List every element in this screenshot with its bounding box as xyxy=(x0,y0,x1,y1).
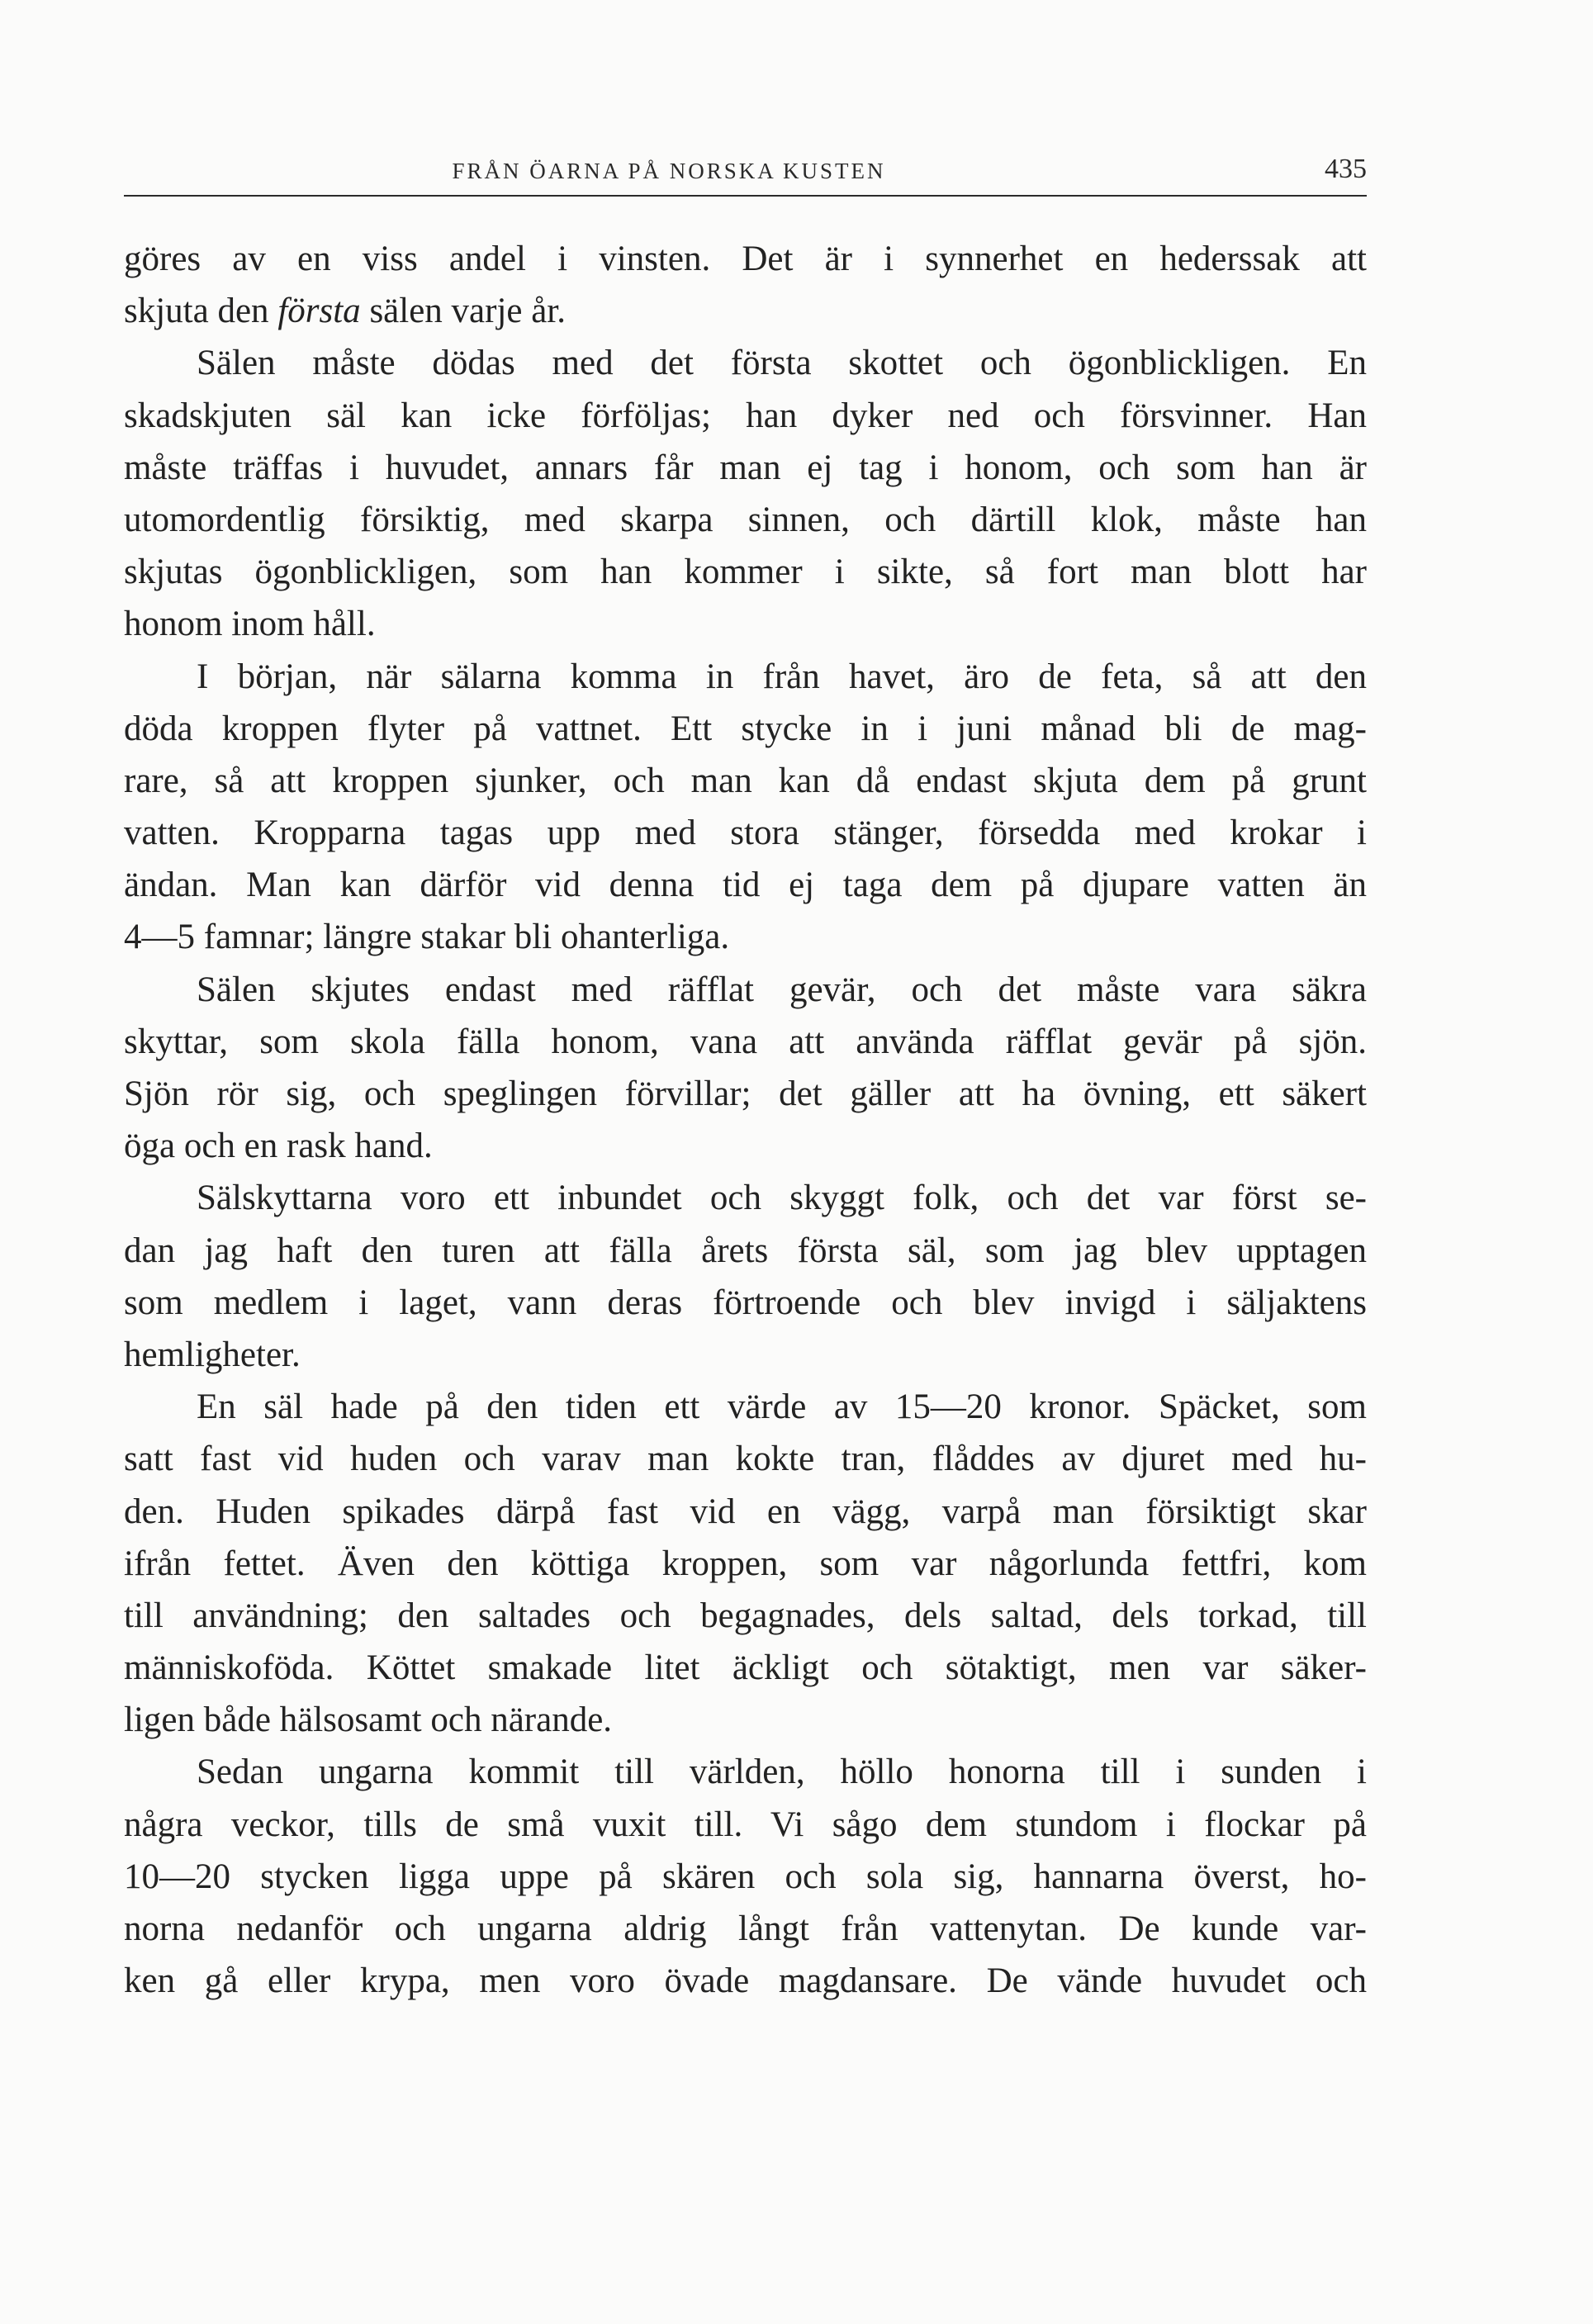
text-line: den. Huden spikades därpå fast vid en vägg, varpå man försiktigt skar xyxy=(124,1492,1367,1531)
text-line: måste träffas i huvudet, annars får man ej tag i honom, och som han är xyxy=(124,448,1367,487)
text-line: norna nedanför och ungarna aldrig långt från vattenytan. De kunde var- xyxy=(124,1909,1367,1948)
text-line: I början, när sälarna komma in från havet, äro de feta, så att den xyxy=(197,657,1367,696)
text-line: Sälen måste dödas med det första skottet och ögonblickligen. En xyxy=(197,344,1367,383)
text-line: rare, så att kroppen sjunker, och man kan då endast skjuta dem på grunt xyxy=(124,761,1367,800)
text-line: döda kroppen flyter på vattnet. Ett stycke in i juni månad bli de mag- xyxy=(124,709,1367,748)
text-fragment: skjuta den xyxy=(124,292,278,331)
text-line: vatten. Kropparna tagas upp med stora stänger, försedda med krokar i xyxy=(124,813,1367,853)
text-line: dan jag haft den turen att fälla årets första säl, som jag blev upptagen xyxy=(124,1231,1367,1270)
text-line: människoföda. Köttet smakade litet äckligt och sötaktigt, men var säker- xyxy=(124,1648,1367,1688)
text-line: utomordentlig försiktig, med skarpa sinnen, och därtill klok, måste han xyxy=(124,500,1367,539)
text-line: hemligheter. xyxy=(124,1335,301,1374)
text-line xyxy=(124,285,1367,337)
text-line: satt fast vid huden och varav man kokte tran, flåddes av djuret med hu- xyxy=(124,1439,1367,1479)
text-line: till användning; den saltades och begagnades, dels saltad, dels torkad, till xyxy=(124,1596,1367,1635)
running-title: FRÅN ÖARNA PÅ NORSKA KUSTEN xyxy=(452,159,886,183)
text-line: göres av en viss andel i vinsten. Det är i synnerhet en hederssak att xyxy=(124,240,1367,278)
text-line: 4—5 famnar; längre stakar bli ohanterliga. xyxy=(124,918,730,957)
text-line: ligen både hälsosamt och närande. xyxy=(124,1700,613,1740)
text-line: skyttar, som skola fälla honom, vana att använda räfflat gevär på sjön. xyxy=(124,1022,1367,1061)
emphasis-text: första xyxy=(277,292,361,331)
text-line: En säl hade på den tiden ett värde av 15—20 kronor. Späcket, som xyxy=(197,1387,1367,1427)
header-rule xyxy=(124,195,1367,197)
text-line: skjutas ögonblickligen, som han kommer i sikte, så fort man blott har xyxy=(124,553,1367,592)
text-line: Sedan ungarna kommit till världen, höllo honorna till i sunden i xyxy=(197,1752,1367,1792)
body-text xyxy=(124,233,1367,2007)
text-line: öga och en rask hand. xyxy=(124,1126,433,1166)
text-line: ken gå eller krypa, men voro övade magdansare. De vände huvudet och xyxy=(124,1961,1367,2001)
text-line: 10—20 stycken ligga uppe på skären och sola sig, hannarna överst, ho- xyxy=(124,1857,1367,1896)
text-line: Sjön rör sig, och speglingen förvillar; det gäller att ha övning, ett säkert xyxy=(124,1074,1367,1113)
text-line: honom inom håll. xyxy=(124,605,376,644)
running-head xyxy=(124,149,1367,190)
text-line: Sälen skjutes endast med räfflat gevär, och det måste vara säkra xyxy=(197,970,1367,1009)
text-line: några veckor, tills de små vuxit till. Vi sågo dem stundom i flockar på xyxy=(124,1805,1367,1844)
text-line: Sälskyttarna voro ett inbundet och skyggt folk, och det var först se- xyxy=(197,1179,1367,1218)
text-line: ifrån fettet. Även den köttiga kroppen, som var någorlunda fettfri, kom xyxy=(124,1544,1367,1583)
text-line: skadskjuten säl kan icke förföljas; han dyker ned och försvinner. Han xyxy=(124,396,1367,435)
text-line: som medlem i laget, vann deras förtroende och blev invigd i säljaktens xyxy=(124,1283,1367,1322)
text-fragment: sälen varje år. xyxy=(360,292,567,331)
page-number: 435 xyxy=(1325,154,1367,184)
text-line: ändan. Man kan därför vid denna tid ej taga dem på djupare vatten än xyxy=(124,866,1367,905)
